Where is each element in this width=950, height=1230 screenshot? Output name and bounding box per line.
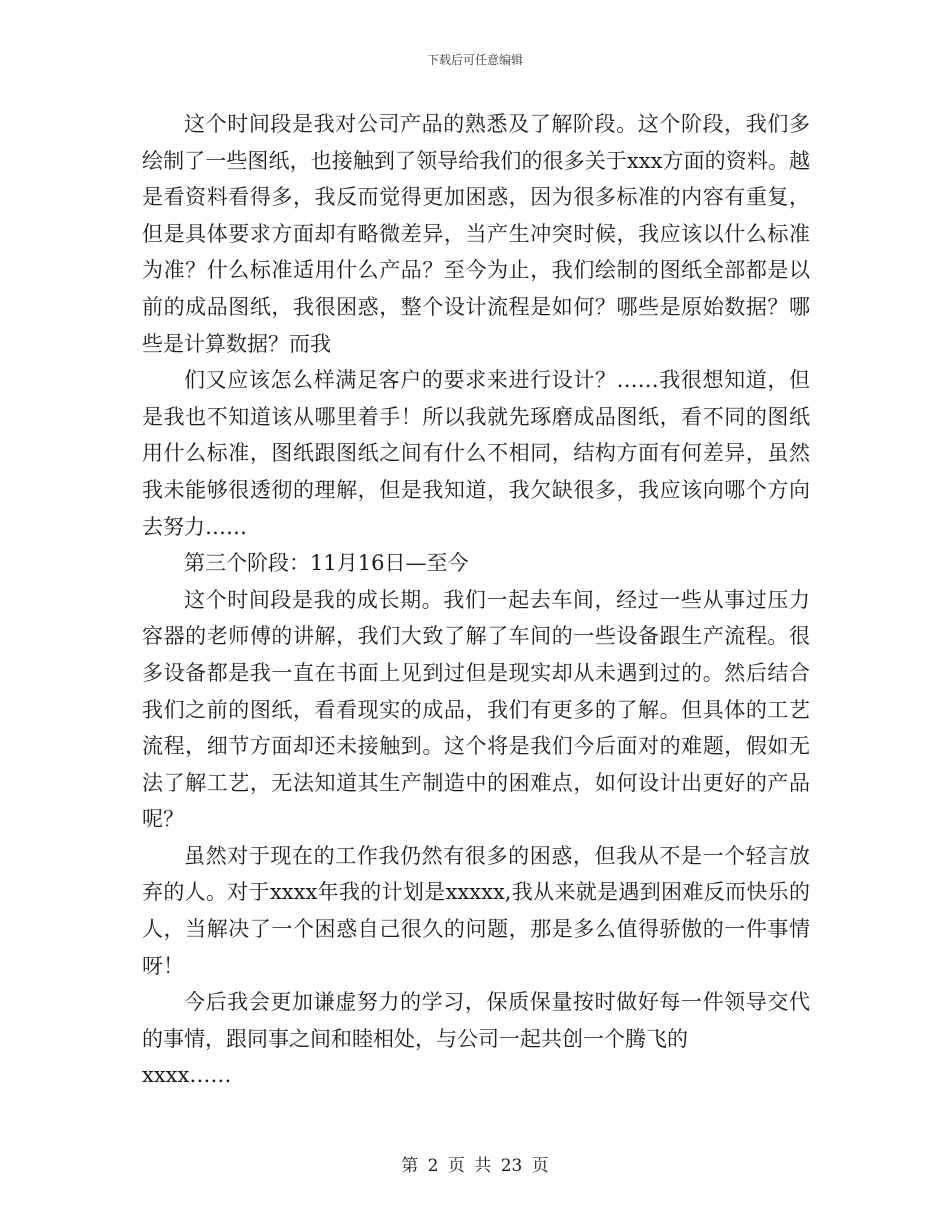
paragraph-closing-fragment: xxxx…… bbox=[142, 1063, 232, 1088]
section-heading-stage-three: 第三个阶段：11月16日—至今 bbox=[184, 551, 469, 576]
paragraph-growth-period: 这个时间段是我的成长期。我们一起去车间，经过一些从事过压力容器的老师傅的讲解，我们大致了解了车间的一些设备跟生产流程。很多设备都是我一直在书面上见到过但是现实却从未遇到过的。然后结合我们之前的图纸，看看现实的成品，我们有更多的了解。但具体的工艺流程，细节方面却还未接触到。这个将是我们今后面对的难题，假如无法了解工艺，无法知道其生产制造中的困难点，如何设计出更好的产品呢？ bbox=[142, 587, 810, 832]
paragraph-product-familiarization: 这个时间段是我对公司产品的熟悉及了解阶段。这个阶段，我们多绘制了一些图纸，也接触到了领导给我们的很多关于xxx方面的资料。越是看资料看得多，我反而觉得更加困惑，因为很多标准的内容有重复，但是具体要求方面却有略微差异，当产生冲突时候，我应该以什么标准为准？什么标准适用什么产品？至今为止，我们绘制的图纸全部都是以前的成品图纸，我很困惑，整个设计流程是如何？哪些是原始数据？哪些是计算数据？而我 bbox=[142, 112, 810, 356]
paragraph-plan: 虽然对于现在的工作我仍然有很多的困惑，但我从不是一个轻言放弃的人。对于xxxx年我的计划是xxxxx,我从来就是遇到困难反而快乐的人，当解决了一个困惑自己很久的问题，那是多么值得骄傲的一件事情呀！ bbox=[142, 843, 810, 978]
paragraph-future-commitment: 今后我会更加谦虚努力的学习，保质保量按时做好每一件领导交代的事情，跟同事之间和睦相处，与公司一起共创一个腾飞的 bbox=[142, 990, 810, 1051]
page-header: 下载后可任意编辑 bbox=[426, 53, 523, 67]
page-number-footer: 第 2 页 共 23 页 bbox=[401, 1156, 549, 1176]
document-body bbox=[142, 106, 810, 1094]
paragraph-design-questions: 们又应该怎么样满足客户的要求来进行设计？……我很想知道，但是我也不知道该从哪里着手！所以我就先琢磨成品图纸，看不同的图纸用什么标准，图纸跟图纸之间有什么不相同，结构方面有何差异，虽然我未能够很透彻的理解，但是我知道，我欠缺很多，我应该向哪个方向去努力…… bbox=[142, 368, 810, 539]
